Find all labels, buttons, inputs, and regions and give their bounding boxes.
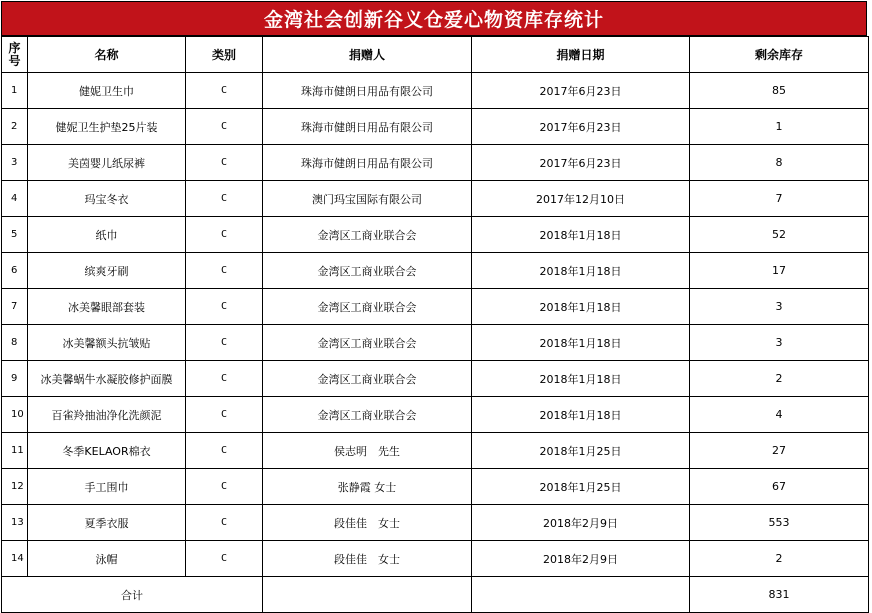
cell-no: 2 xyxy=(2,109,28,145)
cell-stock: 2 xyxy=(690,541,869,577)
cell-donor: 珠海市健朗日用品有限公司 xyxy=(263,145,472,181)
cell-donor: 澳门玛宝国际有限公司 xyxy=(263,181,472,217)
cell-date: 2018年1月18日 xyxy=(472,253,690,289)
cell-date: 2018年1月18日 xyxy=(472,361,690,397)
cell-no: 5 xyxy=(2,217,28,253)
cell-date: 2018年1月18日 xyxy=(472,397,690,433)
table-row xyxy=(2,541,869,577)
cell-name: 冰美馨额头抗皱贴 xyxy=(28,325,186,361)
cell-no: 9 xyxy=(2,361,28,397)
cell-no: 6 xyxy=(2,253,28,289)
cell-no: 10 xyxy=(2,397,28,433)
cell-no: 4 xyxy=(2,181,28,217)
cell-name: 百雀羚抽油净化洗颜泥 xyxy=(28,397,186,433)
cell-no: 3 xyxy=(2,145,28,181)
inventory-table xyxy=(1,36,869,613)
cell-category: C xyxy=(186,505,263,541)
cell-donor: 金湾区工商业联合会 xyxy=(263,361,472,397)
cell-date: 2017年6月23日 xyxy=(472,73,690,109)
cell-category: C xyxy=(186,433,263,469)
cell-name: 冬季KELAOR棉衣 xyxy=(28,433,186,469)
cell-stock: 3 xyxy=(690,289,869,325)
cell-date: 2018年1月18日 xyxy=(472,289,690,325)
cell-stock: 3 xyxy=(690,325,869,361)
cell-category: C xyxy=(186,397,263,433)
cell-no: 12 xyxy=(2,469,28,505)
table-body xyxy=(2,73,869,577)
cell-category: C xyxy=(186,145,263,181)
cell-category: C xyxy=(186,253,263,289)
cell-date: 2018年2月9日 xyxy=(472,505,690,541)
cell-no: 11 xyxy=(2,433,28,469)
cell-donor: 金湾区工商业联合会 xyxy=(263,253,472,289)
cell-name: 健妮卫生护垫25片装 xyxy=(28,109,186,145)
table-row xyxy=(2,433,869,469)
total-stock: 831 xyxy=(690,577,869,613)
cell-category: C xyxy=(186,109,263,145)
total-donor-empty xyxy=(263,577,472,613)
cell-name: 美茵婴儿纸尿裤 xyxy=(28,145,186,181)
cell-donor: 金湾区工商业联合会 xyxy=(263,397,472,433)
cell-no: 1 xyxy=(2,73,28,109)
cell-stock: 8 xyxy=(690,145,869,181)
cell-date: 2018年2月9日 xyxy=(472,541,690,577)
cell-stock: 27 xyxy=(690,433,869,469)
cell-donor: 张静霞 女士 xyxy=(263,469,472,505)
total-date-empty xyxy=(472,577,690,613)
cell-date: 2017年6月23日 xyxy=(472,145,690,181)
cell-donor: 金湾区工商业联合会 xyxy=(263,289,472,325)
cell-name: 夏季衣服 xyxy=(28,505,186,541)
cell-stock: 4 xyxy=(690,397,869,433)
header-seq-line1: 序 xyxy=(8,40,21,55)
cell-category: C xyxy=(186,469,263,505)
cell-category: C xyxy=(186,289,263,325)
header-category: 类别 xyxy=(186,37,263,73)
header-row xyxy=(2,37,869,73)
cell-stock: 17 xyxy=(690,253,869,289)
cell-category: C xyxy=(186,217,263,253)
cell-stock: 2 xyxy=(690,361,869,397)
table-row xyxy=(2,217,869,253)
total-row xyxy=(2,577,869,613)
cell-date: 2017年12月10日 xyxy=(472,181,690,217)
cell-category: C xyxy=(186,325,263,361)
cell-donor: 金湾区工商业联合会 xyxy=(263,325,472,361)
cell-date: 2018年1月25日 xyxy=(472,469,690,505)
cell-name: 健妮卫生巾 xyxy=(28,73,186,109)
cell-name: 缤爽牙刷 xyxy=(28,253,186,289)
table-row xyxy=(2,397,869,433)
cell-no: 14 xyxy=(2,541,28,577)
sheet-title: 金湾社会创新谷义仓爱心物资库存统计 xyxy=(1,1,867,36)
cell-date: 2018年1月18日 xyxy=(472,325,690,361)
cell-stock: 553 xyxy=(690,505,869,541)
cell-stock: 1 xyxy=(690,109,869,145)
cell-stock: 7 xyxy=(690,181,869,217)
cell-name: 玛宝冬衣 xyxy=(28,181,186,217)
cell-name: 纸巾 xyxy=(28,217,186,253)
cell-stock: 52 xyxy=(690,217,869,253)
cell-category: C xyxy=(186,73,263,109)
table-row xyxy=(2,145,869,181)
table-row xyxy=(2,325,869,361)
cell-category: C xyxy=(186,541,263,577)
table-row xyxy=(2,73,869,109)
header-seq-line2: 号 xyxy=(8,53,21,68)
header-stock: 剩余库存 xyxy=(690,37,869,73)
cell-name: 冰美馨眼部套装 xyxy=(28,289,186,325)
table-row xyxy=(2,469,869,505)
cell-donor: 段佳佳 女士 xyxy=(263,541,472,577)
cell-category: C xyxy=(186,361,263,397)
header-date: 捐赠日期 xyxy=(472,37,690,73)
cell-no: 13 xyxy=(2,505,28,541)
table-row xyxy=(2,181,869,217)
table-row xyxy=(2,253,869,289)
total-label: 合计 xyxy=(2,577,263,613)
cell-no: 8 xyxy=(2,325,28,361)
cell-category: C xyxy=(186,181,263,217)
cell-name: 手工围巾 xyxy=(28,469,186,505)
cell-donor: 珠海市健朗日用品有限公司 xyxy=(263,109,472,145)
cell-no: 7 xyxy=(2,289,28,325)
cell-date: 2018年1月18日 xyxy=(472,217,690,253)
table-row xyxy=(2,361,869,397)
header-name: 名称 xyxy=(28,37,186,73)
cell-date: 2017年6月23日 xyxy=(472,109,690,145)
cell-donor: 珠海市健朗日用品有限公司 xyxy=(263,73,472,109)
cell-stock: 67 xyxy=(690,469,869,505)
cell-name: 泳帽 xyxy=(28,541,186,577)
table-row xyxy=(2,505,869,541)
table-row xyxy=(2,109,869,145)
cell-date: 2018年1月25日 xyxy=(472,433,690,469)
cell-donor: 段佳佳 女士 xyxy=(263,505,472,541)
table-row xyxy=(2,289,869,325)
cell-stock: 85 xyxy=(690,73,869,109)
header-seq xyxy=(2,37,28,73)
cell-donor: 侯志明 先生 xyxy=(263,433,472,469)
header-donor: 捐赠人 xyxy=(263,37,472,73)
cell-donor: 金湾区工商业联合会 xyxy=(263,217,472,253)
cell-name: 冰美馨蜗牛水凝胶修护面膜 xyxy=(28,361,186,397)
